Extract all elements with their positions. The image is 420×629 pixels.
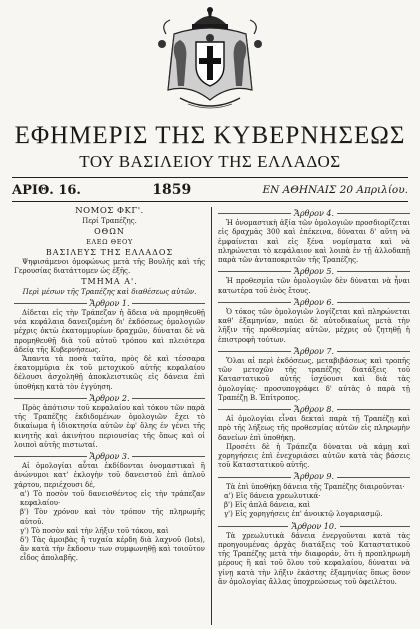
paragraph: Ἅπαντα τὰ ποσὰ ταῦτα, πρὸς δὲ καὶ τέσσαρα ἑκατομμύρια ἐκ τοῦ μετοχικοῦ αὐτῆς κεφαλαίου δέλουσι ἀσχοληθῇ ἀποκλειστικῶς εἰς δάνεια ἐπὶ ὑποθήκῃ κατὰ τὸν ἐγγύηση. (14, 355, 205, 391)
preamble: Ψηφισάμενοι ὁμοφώνως μετὰ τῆς Βουλῆς καὶ τῆς Γερουσίας διατάττομεν ὡς ἑξῆς. (14, 258, 205, 276)
paragraph: Ἡ προθεσμία τῶν ὁμολογιῶν δὲν δύναται νὰ ἦναι κατωτέρα τοῦ ἑνὸς ἔτους. (218, 277, 410, 295)
list-item: β') Τὸν χρόνον καὶ τὸν τρόπον τῆς πληρωμῆς αὐτοῦ. (20, 508, 205, 526)
paragraph: Τὰ χρεωλυτικὰ δάνεια ἐνεργοῦνται κατὰ τὰς προηγουμένας ἀρχὰς διατάξεις τοῦ Καταστατικοῦ τῆς Τραπέζης μετὰ τὴν διαφοράν, ὅτι ἡ προπληρωμὴ μέρους ἢ καὶ τοῦ ὅλου τοῦ κεφαλαίου, δύναται νὰ γίνῃ κατὰ τὴν λῆξιν ἑκάστης ἑξαμηνίας ὅπως ὅσον ἂν ὁμολογίας ἄλλας ὑποχρεώσεως τοῦ ὀφειλέτου. (218, 531, 410, 586)
paragraph: Τὰ ἐπὶ ὑποθήκῃ δάνεια τῆς Τραπέζης διαιροῦνται· (226, 482, 405, 491)
article-heading: Ἄρθρον 5. (218, 267, 410, 276)
column-left (14, 207, 212, 625)
list-item: β') Εἰς ἁπλᾶ δάνεια, καὶ (224, 501, 311, 510)
by-grace: ΕΛΕΩ ΘΕΟΥ (86, 237, 133, 246)
column-right (212, 207, 410, 625)
dateline (12, 180, 408, 200)
article-heading: Ἄρθρον 9. (218, 472, 410, 481)
paragraph: Αἱ ὁμολογίαι εἶναι δεκταὶ παρὰ τῇ Τραπέζῃ καὶ πρὸ τῆς λήξεως τῆς προθεσμίας αὐτῶν εἰς πληρωμὴν δανείων ἐπὶ ὑποθήκῃ. (218, 415, 410, 442)
issue-number: ΑΡΙΘ. 16. (12, 182, 81, 198)
place-date: ΕΝ ΑΘΗΝΑΙΣ 20 Απριλίου. (262, 184, 408, 196)
law-subject: Περί Τραπέζης. (82, 217, 137, 226)
body-columns (14, 207, 410, 625)
list-item: α') Τὸ ποσὸν τοῦ δανεισθέντος εἰς τὴν τράπεζαν κεφαλαίου· (20, 489, 205, 508)
king-title: ΒΑΣΙΛΕΥΣ ΤΗΣ ΕΛΛΑΔΟΣ (45, 247, 174, 257)
article-heading: Ἄρθρον 6. (218, 298, 410, 307)
paragraph: Ἡ ὀνομαστικὴ ἀξία τῶν ὁμολογιῶν προσδιορίζεται εἰς δραχμὰς 300 καὶ ἐπέκεινα, δύναται δ' αὕτη νὰ ἐμφαίνεται καὶ εἰς ξένα νομίσματα καὶ νὰ πληρώνεται τὸ κεφάλαιον καὶ λοιπὰ ἐν τῇ ἀλλοδαπῇ παρὰ τῶν ἀνταποκριτῶν τῆς Τραπέζης. (218, 219, 410, 265)
royal-coat-of-arms-icon (140, 4, 280, 116)
paragraph: Πρὸς ἀπότισιν τοῦ κεφαλαίου καὶ τόκου τῶν παρὰ τῆς Τραπέζης ἐκδιδομένων ὁμολογιῶν ἔχει τὸ δικαίωμα ἡ ἰδιοκτησία αὐτῶν ἐφ' ὅλης ἐν γένει τῆς κινητῆς καὶ ἀκινήτου περιουσίας τῆς ὅπως καὶ οἱ λοιποὶ αὐτῆς πιστωταί. (14, 404, 205, 449)
king-name: ΟΘΩΝ (94, 227, 125, 237)
paragraph: Αἱ ὁμολογίαι αὗται ἐκδίδονται ὀνομαστικαὶ ἢ ἀνώνυμοι κατ' ἐκλογὴν τοῦ δανειστοῦ ἐπὶ ἁπλοῦ χάρτου, περιέχουσι δέ, (14, 462, 205, 489)
article-heading: Ἄρθρον 2. (14, 394, 205, 403)
list-item: δ') Τὰς ἀμοιβὰς ἢ τυχαία κέρδη διὰ λαχνοῦ (lots), ἂν κατὰ τὴν ἔκδοσιν των συμφωνηθῇ καὶ τοιοῦτον εἶδος ἀπολαβῆς. (20, 535, 205, 563)
issue-year: 1859 (152, 182, 192, 198)
paragraph: Ὁ τόκος τῶν ὁμολογιῶν λογίζεται καὶ πληρώνεται καθ' ἑξαμηνίαν, παύει δὲ αὐτοδικαίως μετὰ τὴν λῆξιν τῆς προθεσμίας αὐτῶν, μέχρις οὗ ζητηθῇ ἡ ἐπιστροφὴ τούτων. (218, 308, 410, 344)
section-subject: Περὶ μέσων τῆς Τραπέζης καὶ διαθέσεως αὐτῶν. (22, 287, 197, 296)
paragraph: Δίδεται εἰς τὴν Τράπεζαν ἡ ἄδεια νὰ προμηθευθῇ νέα κεφάλαια δανειζομένη δι' ἐκδόσεως ὁμολογιῶν μέχρις ὀκτὼ ἑκατομμυρίων δραχμῶν, δύναται δὲ νὰ προμηθευθῇ διὰ τοῦ αὐτοῦ τρόπου καὶ πλειότερα ἀδείᾳ τῆς Κυβερνήσεως. (14, 309, 205, 354)
list-item: α') Εἰς δάνεια χρεωλυτικά· (224, 491, 321, 500)
article-heading: Ἄρθρον 1. (14, 299, 205, 308)
newspaper-subtitle: ΤΟΥ ΒΑΣΙΛΕΙΟΥ ΤΗΣ ΕΛΛΑΔΟΣ (79, 152, 341, 171)
list-item: γ') Τὸ ποσὸν καὶ τὴν λῆξιν τοῦ τόκου, καὶ (20, 526, 169, 535)
article-heading: Ἄρθρον 10. (218, 522, 410, 531)
newspaper-title: ΕΦΗΜΕΡΙΣ ΤΗΣ ΚΥΒΕΡΝΗΣΕΩΣ (14, 122, 406, 149)
divider-top (12, 177, 408, 178)
section-heading: ΤΜΗΜΑ Α'. (81, 277, 138, 287)
article-heading: Ἄρθρον 3. (14, 452, 205, 461)
article-heading: Ἄρθρον 4. (218, 209, 410, 218)
divider-bottom (12, 201, 408, 202)
list-item: γ') Εἰς χορηγήσεις ἐπ' ἀνοικτῷ λογαριασμῷ. (224, 510, 383, 519)
article-heading: Ἄρθρον 8. (218, 405, 410, 414)
article-heading: Ἄρθρον 7. (218, 347, 410, 356)
paragraph: Προσέτι δὲ ἡ Τράπεζα δύναται νὰ κάμῃ καὶ χορηγήσεις ἐπὶ ἐνεχυριάσει αὐτῶν κατὰ τὰς βάσεις τοῦ Καταστατικοῦ αὐτῆς. (218, 442, 410, 470)
paragraph: Ὅλαι αἱ περὶ ἐκδόσεως, μεταβιβάσεως καὶ τροπῆς τῶν μετοχῶν τῆς τραπέζης διατάξεις τοῦ Καταστατικοῦ αὐτῆς ἰσχύουσι καὶ διὰ τὰς ὁμολογίας· προσυπογράφει δ' αὐτὰς ὁ παρὰ τῇ Τραπέζῃ Β. Ἐπίτροπος. (218, 357, 410, 402)
law-number: ΝΟΜΟΣ ΦΚΓ'. (75, 207, 144, 216)
